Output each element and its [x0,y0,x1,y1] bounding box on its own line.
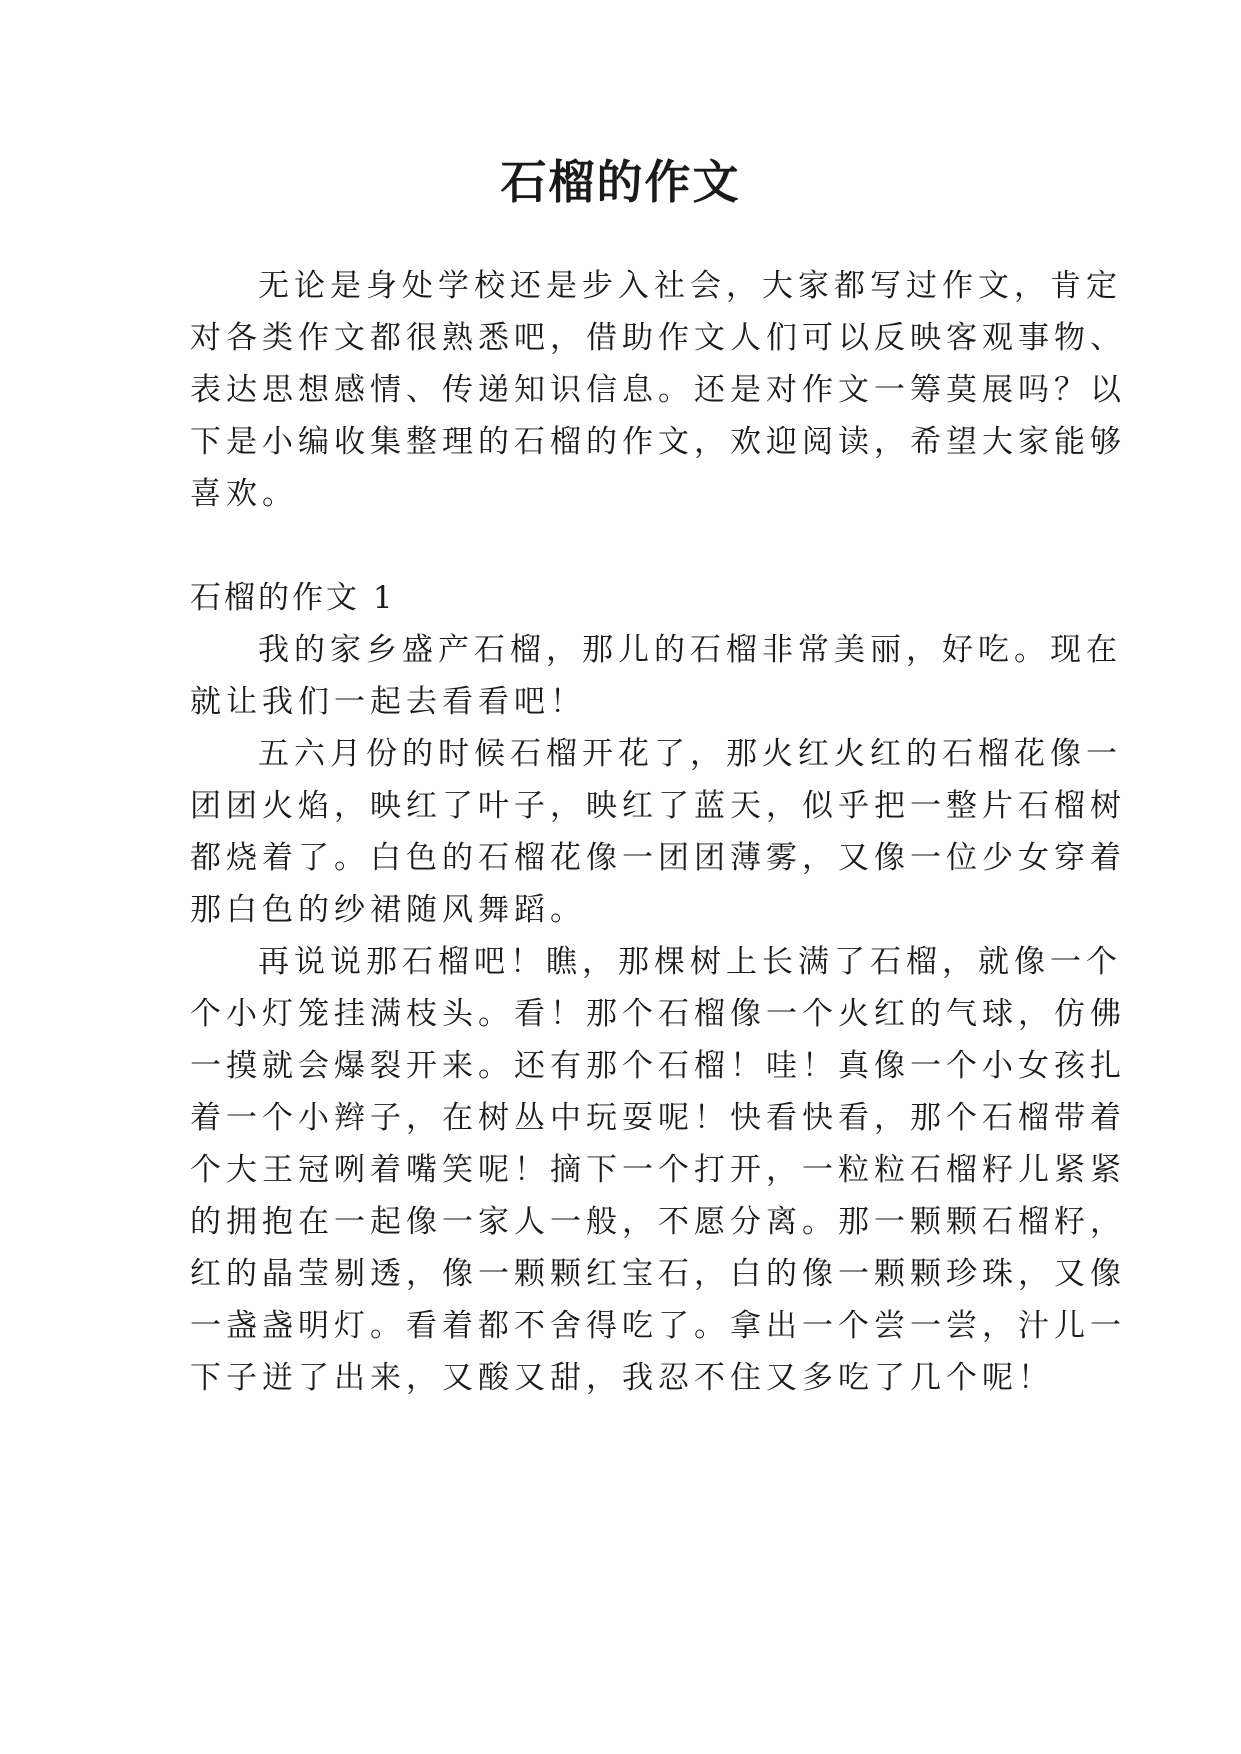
intro-line: 无论是身处学校还是步入社会，大家都写过作文，肯定 [258,268,1122,304]
paragraph-line: 团团火焰，映红了叶子，映红了蓝天，似乎把一整片石榴树 [190,788,1126,824]
document-title: 石榴的作文 [500,155,741,209]
paragraph-line: 我的家乡盛产石榴，那儿的石榴非常美丽，好吃。现在 [258,632,1122,668]
paragraph-line: 五六月份的时候石榴开花了，那火红火红的石榴花像一 [258,736,1122,772]
intro-line: 对各类作文都很熟悉吧，借助作文人们可以反映客观事物、 [190,320,1126,356]
intro-line: 喜欢。 [190,476,298,512]
paragraph-line: 一摸就会爆裂开来。还有那个石榴！哇！真像一个小女孩扎 [190,1048,1126,1084]
intro-line: 表达思想感情、传递知识信息。还是对作文一筹莫展吗？以 [190,372,1126,408]
paragraph-line: 红的晶莹剔透，像一颗颗红宝石，白的像一颗颗珍珠，又像 [190,1256,1126,1292]
paragraph-line: 个小灯笼挂满枝头。看！那个石榴像一个火红的气球，仿佛 [190,996,1126,1032]
paragraph-line: 的拥抱在一起像一家人一般，不愿分离。那一颗颗石榴籽， [190,1204,1126,1240]
paragraph-line: 再说说那石榴吧！瞧，那棵树上长满了石榴，就像一个 [258,944,1122,980]
paragraph-line: 个大王冠咧着嘴笑呢！摘下一个打开，一粒粒石榴籽儿紧紧 [190,1152,1126,1188]
paragraph-line: 一盏盏明灯。看着都不舍得吃了。拿出一个尝一尝，汁儿一 [190,1308,1126,1344]
paragraph-line: 着一个小辫子，在树丛中玩耍呢！快看快看，那个石榴带着 [190,1100,1126,1136]
paragraph-line: 下子迸了出来，又酸又甜，我忍不住又多吃了几个呢！ [190,1360,1054,1396]
section-heading: 石榴的作文 1 [190,580,396,616]
intro-line: 下是小编收集整理的石榴的作文，欢迎阅读，希望大家能够 [190,424,1126,460]
paragraph-line: 那白色的纱裙随风舞蹈。 [190,892,586,928]
paragraph-line: 都烧着了。白色的石榴花像一团团薄雾，又像一位少女穿着 [190,840,1126,876]
paragraph-line: 就让我们一起去看看吧！ [190,684,586,720]
